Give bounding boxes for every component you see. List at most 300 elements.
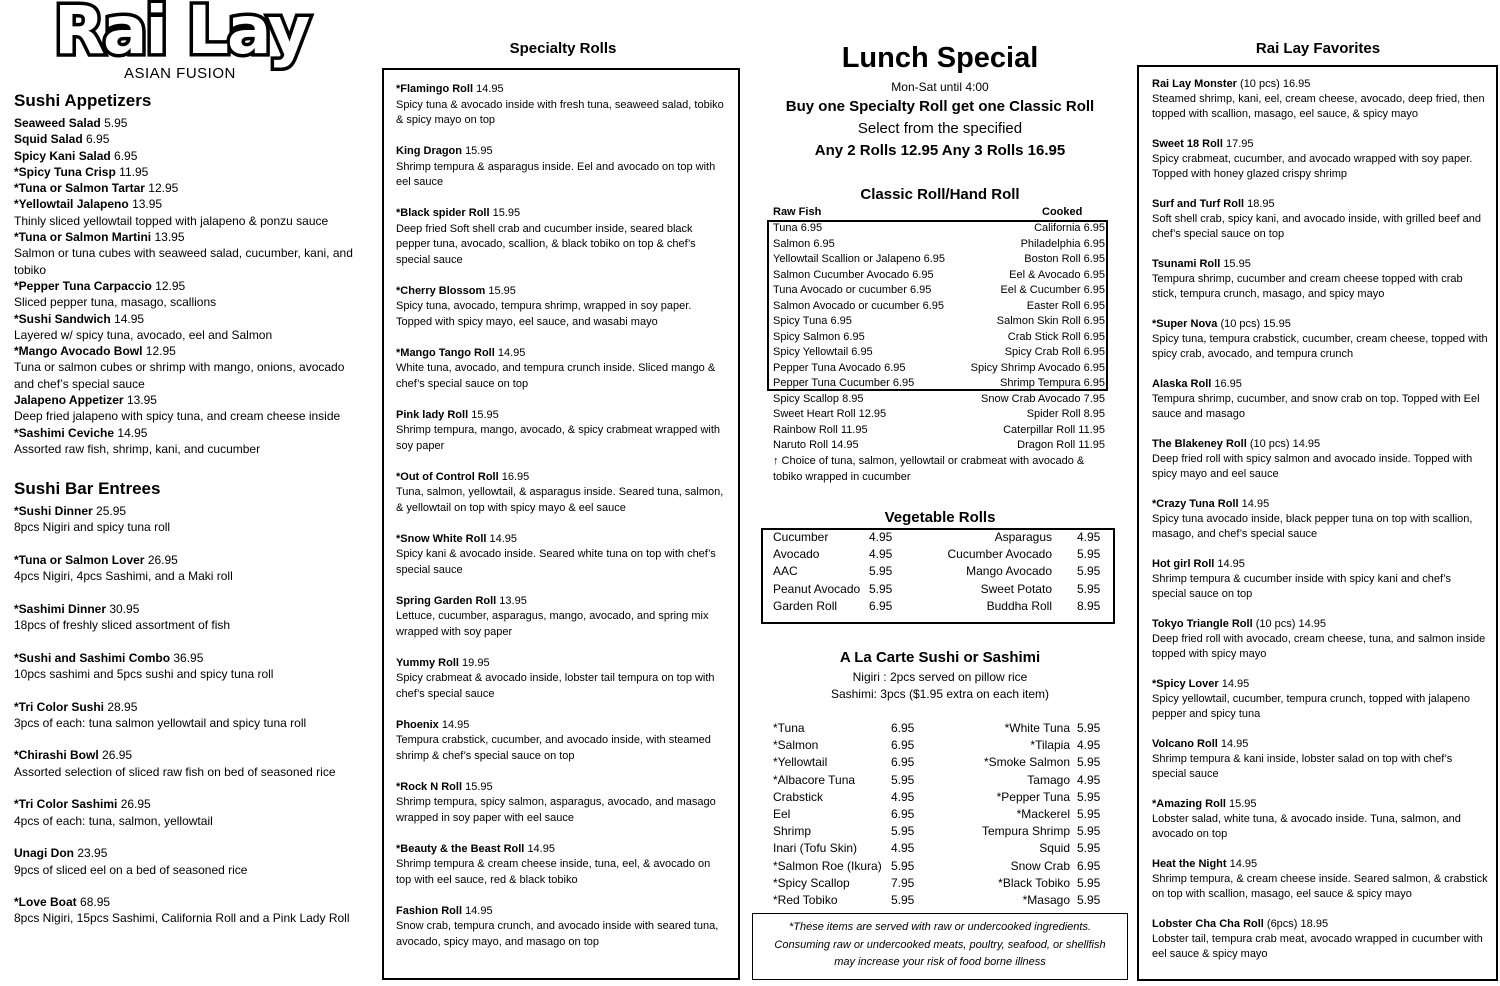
- item-name: *Tri Color Sashimi: [14, 797, 118, 812]
- specialty-roll-item: [396, 656, 728, 703]
- alacarte-item-name: Tempura Shrimp: [981, 824, 1070, 839]
- cooked-item: Spicy Crab Roll 6.95: [1004, 346, 1105, 358]
- alacarte-item-name: Tamago: [1027, 772, 1070, 787]
- item-price: 68.95: [80, 895, 111, 910]
- alacarte-item-price: 5.95: [1077, 755, 1101, 770]
- item-description: Deep fried jalapeno with spicy tuna, and cream cheese inside: [14, 409, 341, 424]
- specialty-roll-item: [396, 780, 728, 827]
- alacarte-item-name: *White Tuna: [1004, 721, 1070, 735]
- classic-roll-row: [773, 361, 1105, 377]
- item-price: 14.95: [1298, 618, 1327, 630]
- vegetable-roll-name: Buddha Roll: [986, 598, 1052, 613]
- favorite-item: [1152, 257, 1488, 302]
- specialty-rolls-heading: Specialty Rolls: [509, 40, 617, 57]
- item-name: *Spicy Lover: [1152, 678, 1219, 690]
- item-description: Tuna or salmon cubes or shrimp with mango, onions, avocado and chef’s special sauce: [14, 360, 345, 391]
- raw-fish-item: Pepper Tuna Avocado 6.95: [773, 361, 906, 374]
- item-price: 14.95: [476, 83, 504, 95]
- classic-roll-row: [773, 407, 1105, 423]
- favorite-item: [1152, 497, 1488, 542]
- item-description: Shrimp tempura & kani inside, lobster salad on top with chef’s special sauce: [1152, 753, 1453, 780]
- item-name: Surf and Turf Roll: [1152, 198, 1245, 210]
- classic-note: ↑ Choice of tuna, salmon, yellowtail or crabmeat with avocado & tobiko wrapped in cucumber: [773, 455, 1085, 483]
- appetizers-heading: Sushi Appetizers: [14, 91, 152, 110]
- entrees-list: [14, 503, 359, 927]
- alacarte-item-name: *Tilapia: [1030, 738, 1070, 753]
- classic-roll-row: [773, 330, 1105, 346]
- item-description: Spicy tuna avocado inside, black pepper tuna on top with scallion, masago, and chef’s special sauce: [1152, 513, 1473, 540]
- item-description: Deep fried Soft shell crab and cucumber inside, seared black pepper tuna, avocado, scallion, & black tobiko on top & chef’s special sauce: [396, 222, 696, 266]
- favorite-item: [1152, 677, 1488, 722]
- classic-roll-row: [773, 283, 1105, 299]
- alacarte-heading: A La Carte Sushi or Sashimi: [839, 649, 1041, 666]
- specialty-roll-item: [396, 904, 728, 951]
- raw-fish-item: Tuna 6.95: [773, 222, 823, 234]
- appetizer-item: [14, 425, 359, 441]
- lunch-special-title: Lunch Special: [841, 42, 1039, 74]
- favorite-item: [1152, 317, 1488, 362]
- vegetable-roll-price: 5.95: [1077, 581, 1101, 596]
- item-name: *Beauty & the Beast Roll: [396, 842, 525, 855]
- specialty-roll-item: [396, 82, 728, 129]
- alacarte-sashimi: Sashimi: 3pcs ($1.95 extra on each item): [830, 687, 1050, 701]
- item-price: 14.95: [489, 532, 518, 545]
- item-name: Seaweed Salad: [14, 116, 101, 130]
- cooked-item: Boston Roll 6.95: [1024, 253, 1105, 265]
- item-description: Spicy tuna, tempura crabstick, cucumber, cream cheese, topped with spicy crab, avocado, and tempura crunch: [1152, 333, 1488, 360]
- item-name: Hot girl Roll: [1152, 558, 1215, 570]
- item-description: Shrimp tempura, mango, avocado, & spicy crabmeat wrapped with soy paper: [396, 424, 721, 452]
- alacarte-item-name: Eel: [773, 807, 791, 821]
- item-pieces: (10 pcs): [1246, 438, 1290, 450]
- appetizer-item: [14, 229, 359, 245]
- favorite-item: [1152, 437, 1488, 482]
- raw-fish-item: Sweet Heart Roll 12.95: [773, 408, 887, 420]
- item-price: 14.95: [1229, 858, 1258, 870]
- lunch-hours: Mon-Sat until 4:00: [891, 80, 989, 94]
- restaurant-logo: [54, 0, 314, 84]
- raw-fish-label: Raw Fish: [773, 206, 822, 218]
- alacarte-item-name: Crabstick: [773, 789, 824, 804]
- item-name: *Snow White Roll: [396, 532, 487, 545]
- alacarte-item-price: 5.95: [891, 893, 915, 907]
- item-description: Lobster salad, white tuna, & avocado inside. Tuna, salmon, and avocado on top: [1152, 813, 1461, 840]
- entree-item: [14, 601, 359, 634]
- item-price: 25.95: [96, 504, 127, 518]
- item-name: *Rock N Roll: [396, 780, 463, 793]
- item-pieces: (10 pcs): [1236, 78, 1280, 90]
- classic-roll-row: [773, 268, 1105, 284]
- item-name: Volcano Roll: [1152, 738, 1218, 750]
- item-price: 15.95: [492, 207, 521, 219]
- vegetable-roll-name: Sweet Potato: [980, 581, 1052, 596]
- item-description: Spicy yellowtail, cucumber, tempura crunch, topped with jalapeno pepper and spicy tuna: [1152, 693, 1470, 720]
- item-description: Lobster tail, tempura crab meat, avocado wrapped in cucumber with eel sauce & spicy mayo: [1152, 933, 1483, 960]
- item-price: 14.95: [1241, 498, 1270, 510]
- entree-item: [14, 747, 359, 780]
- alacarte-item-name: *Black Tobiko: [998, 875, 1070, 890]
- item-description: Snow crab, tempura crunch, and avocado inside with seared tuna, avocado, spicy mayo, and masago on top: [396, 920, 719, 948]
- alacarte-item-price: 5.95: [1077, 721, 1101, 735]
- item-name: *Flamingo Roll: [396, 83, 473, 95]
- item-description: 4pcs Nigiri, 4pcs Sashimi, and a Maki roll: [14, 569, 233, 584]
- item-description: Tempura shrimp, cucumber and cream cheese topped with crab stick, tempura crunch, masago, and spicy mayo: [1152, 273, 1463, 300]
- raw-fish-item: Spicy Yellowtail 6.95: [773, 346, 873, 358]
- favorite-item: [1152, 737, 1488, 782]
- item-price: 23.95: [77, 846, 108, 861]
- item-price: 14.95: [114, 311, 145, 326]
- specialty-roll-item: [396, 594, 728, 641]
- alacarte-item-price: 4.95: [891, 841, 915, 856]
- alacarte-item-price: 6.95: [891, 738, 915, 753]
- raw-fish-item: Rainbow Roll 11.95: [773, 423, 868, 436]
- item-price: 18.95: [1247, 198, 1275, 210]
- item-pieces: (10 pcs): [1217, 318, 1261, 330]
- alacarte-item-price: 6.95: [891, 755, 915, 770]
- alacarte-item-price: 5.95: [1077, 807, 1101, 821]
- alacarte-item-price: 5.95: [1077, 841, 1101, 856]
- item-name: *Love Boat: [14, 895, 77, 910]
- appetizer-item: [14, 343, 359, 359]
- item-description: Spicy tuna, avocado, tempura shrimp, wrapped in soy paper. Topped with spicy mayo, eel sauce, and wasabi mayo: [396, 300, 692, 328]
- item-description: Spicy crabmeat & avocado inside, lobster tail tempura on top with chef’s special sauce: [396, 672, 715, 700]
- item-description: Salmon or tuna cubes with seaweed salad, cucumber, kani, and tobiko: [14, 246, 353, 277]
- item-description: 4pcs of each: tuna, salmon, yellowtail: [14, 813, 213, 828]
- item-description: 8pcs Nigiri and spicy tuna roll: [14, 520, 171, 535]
- item-description: Spicy crabmeat, cucumber, and avocado wrapped with soy paper. Topped with honey glazed crispy shrimp: [1152, 153, 1473, 180]
- item-price: 15.95: [488, 284, 516, 297]
- favorite-item: [1152, 617, 1488, 662]
- item-price: 28.95: [107, 699, 138, 714]
- item-name: *Mango Tango Roll: [396, 346, 495, 359]
- classic-roll-row: [773, 345, 1105, 361]
- logo-subtitle: ASIAN FUSION: [124, 65, 236, 82]
- logo-name: Rai Lay: [54, 0, 309, 69]
- cooked-item: Spicy Shrimp Avocado 6.95: [970, 361, 1105, 374]
- raw-fish-item: Spicy Tuna 6.95: [773, 315, 852, 327]
- appetizer-item: [14, 148, 359, 164]
- item-price: 14.95: [117, 425, 148, 440]
- specialty-roll-item: [396, 408, 728, 455]
- item-name: *Mango Avocado Bowl: [14, 344, 143, 359]
- entree-item: [14, 650, 359, 683]
- cooked-item: Easter Roll 6.95: [1026, 299, 1105, 312]
- item-name: *Chirashi Bowl: [14, 748, 99, 763]
- cooked-item: Salmon Skin Roll 6.95: [996, 315, 1105, 327]
- raw-fish-item: Salmon 6.95: [773, 237, 835, 250]
- classic-roll-row: [773, 423, 1105, 439]
- favorite-item: [1152, 197, 1488, 242]
- item-description: Steamed shrimp, kani, eel, cream cheese, avocado, deep fried, then topped with scallion, masago, eel sauce, & spicy mayo: [1152, 93, 1485, 120]
- alacarte-item-price: 6.95: [891, 807, 915, 821]
- item-price: 26.95: [120, 797, 151, 812]
- appetizer-item: [14, 278, 359, 294]
- cooked-item: Philadelphia 6.95: [1020, 237, 1105, 250]
- favorite-item: [1152, 857, 1488, 902]
- item-name: *Tri Color Sushi: [14, 699, 105, 714]
- entree-item: [14, 796, 359, 829]
- cooked-item: California 6.95: [1034, 222, 1105, 234]
- item-description: Sliced pepper tuna, masago, scallions: [14, 295, 217, 310]
- alacarte-item-name: *Yellowtail: [773, 755, 828, 770]
- favorite-item: [1152, 77, 1488, 122]
- raw-fish-item: Salmon Cucumber Avocado 6.95: [773, 268, 934, 281]
- alacarte-item-price: 5.95: [891, 772, 915, 787]
- entree-item: [14, 894, 359, 927]
- appetizer-item: [14, 311, 359, 327]
- item-description: Shrimp tempura & cream cheese inside, tuna, eel, & avocado on top with eel sauce, red & black tobiko: [396, 858, 711, 886]
- item-description: White tuna, avocado, and tempura crunch inside. Sliced mango & chef’s special sauce on top: [396, 362, 716, 390]
- classic-roll-row: [773, 299, 1105, 315]
- alacarte-item-price: 5.95: [1077, 875, 1101, 890]
- alacarte-item-name: *Red Tobiko: [773, 893, 838, 907]
- item-description: Assorted selection of sliced raw fish on bed of seasoned rice: [14, 764, 336, 779]
- item-price: 16.95: [1214, 378, 1242, 390]
- specialty-roll-item: [396, 284, 728, 331]
- item-name: Heat the Night: [1152, 858, 1227, 870]
- item-price: 12.95: [148, 181, 179, 196]
- alacarte-item-name: Inari (Tofu Skin): [773, 841, 858, 856]
- classic-roll-row: [773, 252, 1105, 268]
- alacarte-item-price: 5.95: [1077, 789, 1101, 804]
- classic-roll-row: [773, 237, 1105, 253]
- item-description: Shrimp tempura, & cream cheese inside. Seared salmon, & crabstick on top with scallion, masago, eel sauce & spicy mayo: [1152, 873, 1488, 900]
- alacarte-item-price: 5.95: [891, 824, 915, 839]
- item-price: 14.95: [1220, 738, 1249, 750]
- appetizers-section: [14, 90, 359, 457]
- raw-fish-item: Yellowtail Scallion or Jalapeno 6.95: [773, 253, 946, 265]
- vegetable-roll-price: 5.95: [1077, 564, 1101, 579]
- item-description: 3pcs of each: tuna salmon yellowtail and spicy tuna roll: [14, 715, 307, 730]
- item-price: 26.95: [147, 552, 178, 567]
- specialty-roll-item: [396, 532, 728, 579]
- classic-roll-row: [773, 438, 1105, 454]
- item-description: 9pcs of sliced eel on a bed of seasoned rice: [14, 862, 248, 877]
- item-pieces: (6pcs): [1263, 918, 1298, 930]
- item-name: Spring Garden Roll: [396, 594, 497, 607]
- item-name: *Sushi Sandwich: [14, 311, 111, 326]
- item-price: 11.95: [119, 164, 149, 179]
- vegetable-roll-price: 6.95: [869, 598, 893, 613]
- cooked-item: Dragon Roll 11.95: [1017, 439, 1105, 451]
- item-price: 14.95: [527, 842, 555, 855]
- item-price: 13.95: [132, 197, 163, 212]
- item-price: 14.95: [1221, 678, 1250, 690]
- alacarte-item-name: *Smoke Salmon: [983, 755, 1070, 770]
- raw-fish-item: Spicy Salmon 6.95: [773, 330, 865, 343]
- item-name: *Tuna or Salmon Lover: [14, 552, 145, 567]
- item-description: Tempura crabstick, cucumber, and avocado inside, with steamed shrimp & chef’s special sauce on top: [396, 734, 711, 762]
- vegetable-roll-name: Cucumber: [773, 530, 829, 544]
- item-description: Thinly sliced yellowtail topped with jalapeno & ponzu sauce: [14, 213, 329, 228]
- classic-rolls-table: [773, 221, 1105, 454]
- item-name: *Sashimi Ceviche: [14, 425, 115, 440]
- classic-roll-row: [773, 221, 1105, 237]
- vegetable-roll-price: 5.95: [869, 581, 893, 596]
- classic-roll-row: [773, 314, 1105, 330]
- favorites-heading: Rai Lay Favorites: [1255, 40, 1381, 57]
- appetizers-list: [14, 115, 359, 457]
- vegetable-roll-name: Cucumber Avocado: [947, 547, 1052, 562]
- raw-fish-item: Naruto Roll 14.95: [773, 439, 859, 451]
- raw-fish-item: Tuna Avocado or cucumber 6.95: [773, 284, 932, 296]
- item-pieces: (10 pcs): [1252, 618, 1296, 630]
- item-price: 16.95: [501, 470, 530, 483]
- raw-fish-item: Salmon Avocado or cucumber 6.95: [773, 299, 945, 312]
- alacarte-nigiri: Nigiri : 2pcs served on pillow rice: [852, 670, 1028, 684]
- item-price: 15.95: [1263, 318, 1291, 330]
- item-name: *Out of Control Roll: [396, 470, 499, 483]
- item-name: *Cherry Blossom: [396, 284, 486, 297]
- item-description: Spicy tuna & avocado inside with fresh tuna, seaweed salad, tobiko & spicy mayo on top: [396, 98, 724, 126]
- item-price: 15.95: [471, 408, 499, 421]
- item-name: *Spicy Tuna Crisp: [14, 164, 116, 179]
- specialty-roll-item: [396, 470, 728, 517]
- appetizer-item: [14, 180, 359, 196]
- item-description: Tuna, salmon, yellowtail, & asparagus inside. Seared tuna, salmon, & yellowtail on top with spicy mayo & eel sauce: [396, 486, 724, 514]
- item-name: *Yellowtail Jalapeno: [14, 197, 129, 212]
- specialty-rolls-box: [382, 68, 740, 980]
- item-name: Tokyo Triangle Roll: [1152, 618, 1253, 630]
- item-name: Lobster Cha Cha Roll: [1152, 918, 1264, 930]
- item-price: 12.95: [155, 278, 186, 293]
- item-name: *Sushi and Sashimi Combo: [14, 650, 171, 665]
- item-description: 18pcs of freshly sliced assortment of fish: [14, 618, 231, 633]
- alacarte-item-name: Shrimp: [773, 824, 812, 839]
- item-price: 17.95: [1225, 138, 1254, 150]
- raw-fish-item: Spicy Scallop 8.95: [773, 392, 864, 405]
- item-price: 16.95: [1282, 78, 1311, 90]
- item-price: 14.95: [1292, 438, 1321, 450]
- specialty-roll-item: [396, 206, 728, 268]
- specialty-roll-item: [396, 718, 728, 765]
- vegetable-roll-name: Garden Roll: [773, 598, 838, 613]
- item-name: *Crazy Tuna Roll: [1152, 498, 1239, 510]
- item-price: 14.95: [497, 346, 526, 359]
- favorite-item: [1152, 917, 1488, 962]
- item-price: 36.95: [173, 650, 204, 665]
- cooked-item: Snow Crab Avocado 7.95: [981, 392, 1105, 405]
- warning-line-1: *These items are served with raw or undercooked ingredients.: [788, 921, 1092, 933]
- item-price: 14.95: [465, 904, 493, 917]
- alacarte-item-price: 5.95: [891, 858, 915, 873]
- item-name: *Sushi Dinner: [14, 504, 93, 518]
- item-name: Spicy Kani Salad: [14, 148, 111, 163]
- vegetable-roll-price: 5.95: [1077, 547, 1101, 562]
- item-description: Shrimp tempura, spicy salmon, asparagus, avocado, and masago wrapped in soy paper with eel sauce: [396, 796, 716, 824]
- appetizer-item: [14, 392, 359, 408]
- item-description: Shrimp tempura & asparagus inside. Eel and avocado on top with eel sauce: [396, 160, 716, 188]
- item-name: *Sashimi Dinner: [14, 601, 107, 616]
- entree-item: [14, 699, 359, 732]
- vegetable-roll-price: 4.95: [869, 530, 893, 544]
- vegetable-roll-price: 4.95: [869, 547, 893, 562]
- entree-item: [14, 552, 359, 585]
- item-name: The Blakeney Roll: [1152, 438, 1247, 450]
- entree-item: [14, 503, 359, 536]
- appetizer-item: [14, 196, 359, 212]
- classic-roll-row: [773, 376, 1105, 392]
- alacarte-item-price: 4.95: [1077, 772, 1101, 787]
- item-name: *Pepper Tuna Carpaccio: [14, 278, 152, 293]
- alacarte-item-price: 5.95: [1077, 824, 1101, 839]
- item-description: Lettuce, cucumber, asparagus, mango, avocado, and spring mix wrapped with soy paper: [396, 610, 709, 638]
- item-name: Alaska Roll: [1152, 378, 1212, 390]
- item-description: Shrimp tempura & cucumber inside with spicy kani and chef’s special sauce on top: [1152, 573, 1451, 600]
- item-name: Phoenix: [396, 718, 439, 731]
- item-price: 15.95: [465, 780, 493, 793]
- favorites-box: [1137, 65, 1498, 981]
- item-price: 12.95: [145, 344, 176, 359]
- item-name: *Tuna or Salmon Martini: [14, 230, 152, 245]
- item-name: *Black spider Roll: [396, 207, 490, 219]
- cooked-item: Shrimp Tempura 6.95: [1000, 377, 1105, 389]
- item-price: 6.95: [114, 148, 138, 163]
- alacarte-item-price: 4.95: [1077, 738, 1101, 753]
- item-name: King Dragon: [396, 145, 462, 157]
- alacarte-item-name: *Pepper Tuna: [996, 789, 1070, 804]
- item-description: Spicy kani & avocado inside. Seared white tuna on top with chef’s special sauce: [396, 548, 716, 576]
- item-name: Tsunami Roll: [1152, 258, 1221, 270]
- item-name: *Super Nova: [1152, 318, 1218, 330]
- appetizer-item: [14, 164, 359, 180]
- raw-fish-item: Pepper Tuna Cucumber 6.95: [773, 377, 915, 389]
- appetizer-item: [14, 115, 359, 131]
- cooked-item: Crab Stick Roll 6.95: [1007, 330, 1105, 343]
- favorite-item: [1152, 797, 1488, 842]
- item-description: Layered w/ spicy tuna, avocado, eel and Salmon: [14, 327, 273, 342]
- entrees-heading: Sushi Bar Entrees: [14, 479, 161, 498]
- item-price: 15.95: [465, 145, 493, 157]
- favorite-item: [1152, 137, 1488, 182]
- favorite-item: [1152, 557, 1488, 602]
- appetizer-item: [14, 131, 359, 147]
- entrees-section: [14, 478, 359, 943]
- item-price: 5.95: [104, 116, 128, 130]
- alacarte-item-name: *Spicy Scallop: [773, 875, 850, 890]
- favorite-item: [1152, 377, 1488, 422]
- entree-item: [14, 845, 359, 878]
- item-price: 26.95: [102, 748, 133, 763]
- item-price: 15.95: [1223, 258, 1251, 270]
- item-description: Tempura shrimp, cucumber, and snow crab on top. Topped with Eel sauce and masago: [1152, 393, 1480, 420]
- item-description: Soft shell crab, spicy kani, and avocado inside, with grilled beef and chef’s special sauce on top: [1152, 213, 1481, 240]
- cooked-item: Caterpillar Roll 11.95: [1003, 423, 1105, 436]
- warning-line-3: may increase your risk of food borne illness: [834, 956, 1046, 968]
- item-price: 15.95: [1229, 798, 1257, 810]
- item-price: 14.95: [441, 718, 470, 731]
- vegetable-roll-name: Avocado: [773, 547, 820, 562]
- item-price: 13.95: [499, 594, 527, 607]
- vegetable-roll-name: AAC: [773, 564, 798, 579]
- alacarte-item-name: *Mackerel: [1016, 807, 1070, 821]
- alacarte-item-name: *Albacore Tuna: [773, 772, 856, 787]
- alacarte-item-name: *Tuna: [773, 721, 805, 735]
- alacarte-item-name: *Masago: [1022, 893, 1070, 907]
- cooked-label: Cooked: [1042, 206, 1083, 218]
- alacarte-item-price: 4.95: [891, 789, 915, 804]
- classic-roll-row: [773, 392, 1105, 408]
- item-price: 13.95: [126, 393, 157, 408]
- item-price: 14.95: [1217, 558, 1245, 570]
- item-name: Sweet 18 Roll: [1152, 138, 1223, 150]
- alacarte-item-price: 7.95: [891, 875, 915, 890]
- specialty-roll-item: [396, 842, 728, 889]
- alacarte-item-price: 6.95: [1077, 858, 1101, 873]
- item-description: Deep fried roll with spicy salmon and avocado inside. Topped with spicy mayo and eel sauce: [1152, 453, 1473, 480]
- item-name: Jalapeno Appetizer: [14, 393, 124, 408]
- favorites-list: [1152, 77, 1488, 962]
